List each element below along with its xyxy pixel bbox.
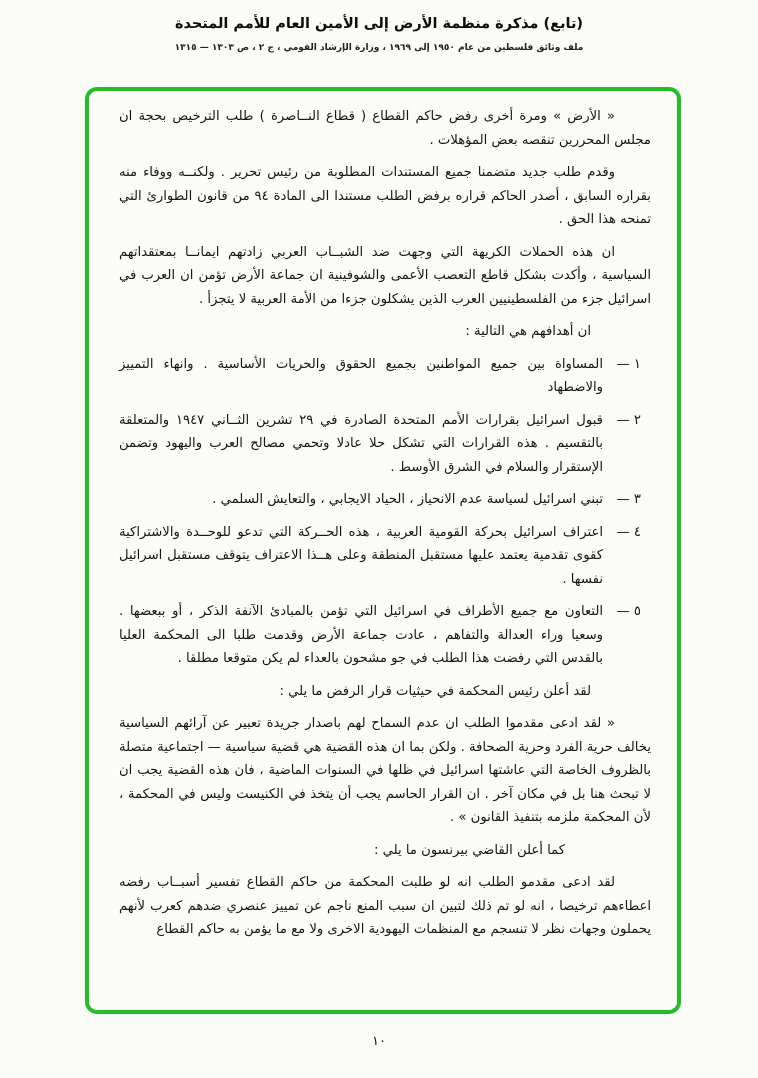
paragraph: ان أهدافهم هي التالية : — [465, 324, 591, 339]
document-body — [89, 91, 677, 942]
list-item — [119, 409, 651, 480]
list-item — [119, 521, 651, 592]
paragraph: وقدم طلب جديد متضمنا جميع المستندات المطلوبة من رئيس تحرير . ولكنــه ووفاء منه بقراره السابق ، أصدر الحاكم قراره برفض الطلب مستندا الى المادة ٩٤ من قانون الطوارئ التي تمنحه هذا الحق . — [119, 165, 651, 227]
list-item-number: ٥ — — [616, 604, 641, 619]
list-item-text: التعاون مع جميع الأطراف في اسرائيل التي تؤمن بالمبادئ الآنفة الذكر ، أو ببعضها . وسعيا وراء العدالة والتفاهم ، عادت جماعة الأرض وقدمت طلبا الى المحكمة العليا بالقدس التي رفضت هذا الطلب في جو مشحون بالعداء لم يكن متوقعا مطلقا . — [119, 604, 603, 666]
paragraph: ان هذه الحملات الكريهة التي وجهت ضد الشبــاب العربي زادتهم ايمانــا بمعتقداتهم السياسية ، وأكدت بشكل قاطع التعصب الأعمى والشوفينية ان جماعة الأرض تؤمن ان العرب في اسرائيل جزء من الفلسطينيين العرب الذين يشكلون جزءا من الأمة العربية لا يتجزأ . — [119, 244, 651, 307]
list-item-text: قبول اسرائيل بقرارات الأمم المتحدة الصادرة في ٢٩ تشرين الثــاني ١٩٤٧ والمتعلقة بالتقسيم . هذه القرارات التي تشكل حلا عادلا وتحمي مصالح العرب واليهود وتضمن الإستقرار والسلام في الشرق الأوسط . — [119, 412, 603, 475]
page-subtitle: ملف وثائق فلسطين من عام ١٩٥٠ إلى ١٩٦٩ ، وزارة الإرشاد القومي ، ج ٢ ، ص ١٣٠٣ — ١٣١٥ — [174, 43, 584, 53]
list-item — [119, 488, 651, 512]
paragraph: لقد ادعى مقدمو الطلب انه لو طلبت المحكمة من حاكم القطاع تفسير أسبــاب رفضه اعطاءهم ترخيصا ، انه لو تم ذلك لتبين ان سبب المنع ناجم عن تمييز عنصري ضدهم كعرب لأنهم يحملون وجهات نظر لا تنسجم مع المنظمات اليهودية الاخرى ولا مع ما يؤمن به حاكم القطاع — [119, 875, 651, 937]
paragraph: لقد أعلن رئيس المحكمة في حيثيات قرار الرفض ما يلي : — [279, 683, 591, 699]
list-item — [119, 353, 651, 400]
paragraph: كما أعلن القاضي بيرنسون ما يلي : — [374, 842, 565, 858]
document-header — [0, 16, 758, 53]
list-item — [119, 600, 651, 671]
list-item-number: ٣ — — [616, 492, 641, 507]
list-item-number: ١ — — [616, 356, 641, 372]
paragraph: « الأرض » ومرة أخرى رفض حاكم القطاع ( قطاع النــاصرة ) طلب الترخيص بحجة ان مجلس المحررين تنقصه بعض المؤهلات . — [119, 109, 651, 148]
list-item-text: اعتراف اسرائيل بحركة القومية العربية ، هذه الحــركة التي تدعو للوحــدة والاشتراكية كقوى تقدمية يعتمد عليها مستقبل المنطقة وعلى هــذا الاعتراف يتوقف مستقبل اسرائيل نفسها . — [119, 524, 603, 587]
page-number: ١٠ — [372, 1034, 386, 1049]
green-border-frame — [85, 87, 681, 1014]
page-title: (تابع) مذكرة منظمة الأرض إلى الأمين العام للأمم المتحدة — [174, 16, 584, 32]
paragraph: « لقد ادعى مقدموا الطلب ان عدم السماح لهم باصدار جريدة تعبير عن آرائهم السياسية يخالف حرية الفرد وحرية الصحافة . ولكن بما ان هذه القضية هي قضية سياسية — اجتماعية متصلة بالظروف الخاصة التي عاشتها اسرائيل في ظلها في السنوات الماضية ، فان هذه القضية يجب ان لا تبحث هنا بل في مكان آخر . ان القرار الحاسم يجب أن يتخذ في الكنيست وليس في المحكمة ، لأن المحكمة ملزمه بتنفيذ القانون » . — [119, 716, 651, 825]
list-item-text: المساواة بين جميع المواطنين بجميع الحقوق والحريات الأساسية . وانهاء التمييز والاضطهاد — [119, 356, 603, 395]
list-item-number: ٤ — — [616, 524, 641, 540]
list-item-number: ٢ — — [616, 412, 641, 428]
list-item-text: تبني اسرائيل لسياسة عدم الانحياز ، الحياد الايجابي ، والتعايش السلمي . — [212, 492, 603, 507]
